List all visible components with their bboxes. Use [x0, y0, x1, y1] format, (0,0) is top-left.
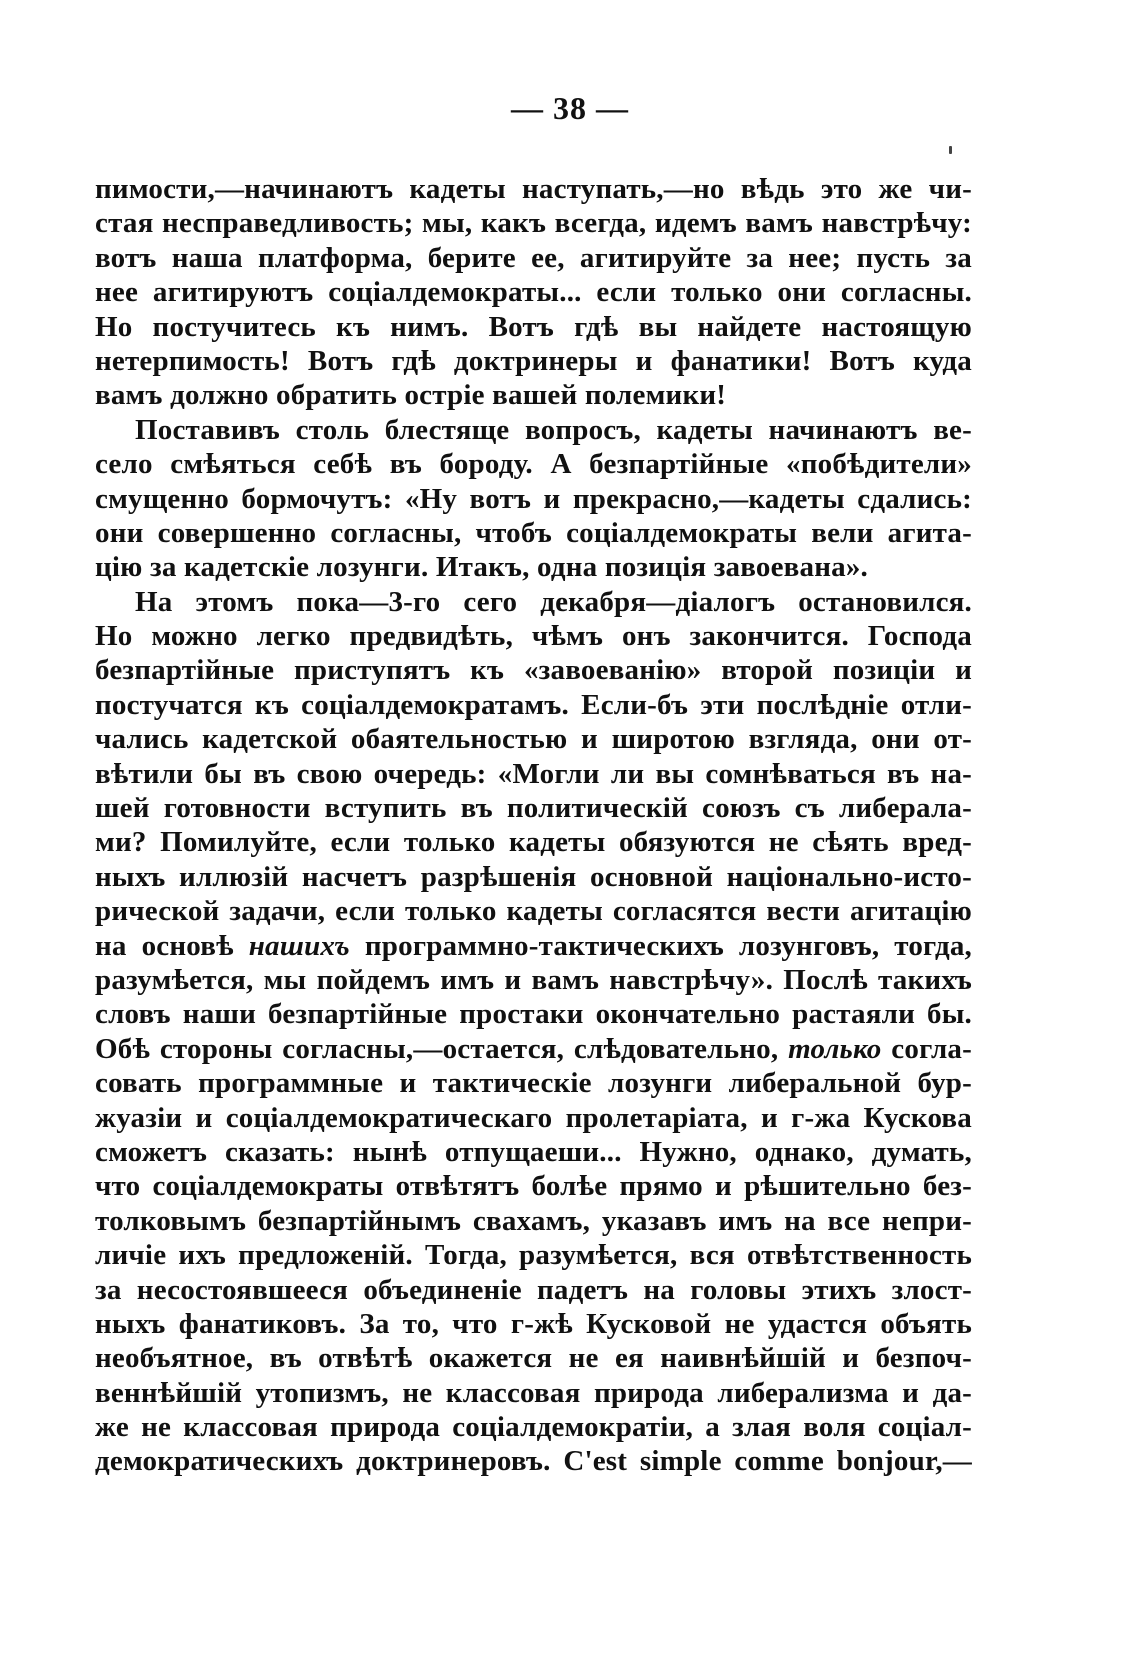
text-segment: пимости,—начинаютъ кадеты наступать,—но вѣдь это же чи- [95, 173, 972, 205]
text-segment: словъ наши безпартійные простаки окончательно растаяли бы. [95, 998, 972, 1031]
text-segment: Поставивъ столь блестяще вопросъ, кадеты начинаютъ ве- [135, 413, 972, 446]
text-line [95, 275, 972, 309]
text-segment: село смѣяться себѣ въ бороду. А безпартійные «побѣдители» [95, 448, 972, 481]
text-line [95, 482, 972, 516]
page-number: — 38 — [511, 90, 629, 126]
text-line [95, 894, 972, 928]
text-segment: они совершенно согласны, чтобъ соціалдемократы вели агита- [95, 516, 972, 549]
text-line [95, 447, 972, 481]
text-line [95, 929, 972, 963]
text-line [95, 172, 972, 206]
text-segment: шей готовности вступить въ политическій союзъ съ либерала- [95, 792, 972, 825]
text-segment: нетерпимость! Вотъ гдѣ доктринеры и фанатики! Вотъ куда [95, 344, 972, 377]
text-segment: согла- [881, 1032, 972, 1065]
text-segment: Но постучитесь къ нимъ. Вотъ гдѣ вы найдете настоящую [95, 310, 972, 343]
text-line [95, 585, 972, 619]
body-text [95, 172, 972, 1479]
text-segment: сможетъ сказать: нынѣ отпущаеши... Нужно, однако, думать, [95, 1135, 972, 1168]
text-line [95, 1135, 972, 1169]
text-line [95, 1341, 972, 1375]
text-line [95, 757, 972, 791]
ink-speck [949, 146, 952, 154]
text-segment: постучатся къ соціалдемократамъ. Если-бъ эти послѣдніе отли- [95, 688, 972, 721]
text-line [95, 1204, 972, 1238]
text-segment: на основѣ [95, 929, 249, 962]
emphasized-word: только [788, 1032, 882, 1065]
text-segment: смущенно бормочутъ: «Ну вотъ и прекрасно,—кадеты сдались: [95, 482, 972, 515]
text-line [95, 516, 972, 550]
text-line [95, 963, 972, 997]
text-line [95, 825, 972, 859]
text-line [95, 1307, 972, 1341]
text-segment: На этомъ пока—3-го сего декабря—діалогъ остановился. [135, 585, 972, 618]
text-segment: рической задачи, если только кадеты согласятся вести агитацію [95, 895, 972, 928]
text-line [95, 860, 972, 894]
text-segment: Обѣ стороны согласны,—остается, слѣдовательно, [95, 1032, 789, 1065]
text-segment: вамъ должно обратить остріе вашей полемики! [95, 379, 727, 412]
text-line [95, 1169, 972, 1203]
emphasized-word: нашихъ [248, 929, 350, 962]
text-line [95, 550, 972, 584]
text-line [95, 241, 972, 275]
text-line [95, 688, 972, 722]
text-segment: веннѣйшій утопизмъ, не классовая природа либерализма и да- [95, 1376, 972, 1409]
text-line [95, 791, 972, 825]
text-segment: же не классовая природа соціалдемократіи, а злая воля соціал- [95, 1411, 972, 1444]
text-segment: что соціалдемократы отвѣтятъ болѣе прямо и рѣшительно без- [95, 1170, 972, 1203]
text-segment: ми? Помилуйте, если только кадеты обязуются не сѣять вред- [95, 826, 972, 859]
text-segment: вѣтили бы въ свою очередь: «Могли ли вы сомнѣваться въ на- [95, 757, 972, 790]
text-line [95, 722, 972, 756]
text-line [95, 206, 972, 240]
text-segment: разумѣется, мы пойдемъ имъ и вамъ навстрѣчу». Послѣ такихъ [95, 963, 972, 996]
text-line [95, 619, 972, 653]
text-line [95, 1238, 972, 1272]
text-segment: личіе ихъ предложеній. Тогда, разумѣется, вся отвѣтственность [95, 1239, 972, 1272]
text-segment: демократическихъ доктринеровъ. C'est simple comme bonjour,— [95, 1445, 972, 1478]
text-line [95, 653, 972, 687]
text-line [95, 997, 972, 1031]
text-segment: жуазіи и соціалдемократическаго пролетаріата, и г-жа Кускова [95, 1101, 972, 1134]
text-segment: стая несправедливость; мы, какъ всегда, идемъ вамъ навстрѣчу: [95, 207, 972, 240]
text-line [95, 1101, 972, 1135]
text-line [95, 1032, 972, 1066]
text-line [95, 344, 972, 378]
text-segment: чались кадетской обаятельностью и широтою взгляда, они от- [95, 723, 972, 756]
text-line [95, 1410, 972, 1444]
text-line [95, 310, 972, 344]
text-segment: вотъ наша платформа, берите ее, агитируйте за нее; пусть за [95, 241, 972, 274]
text-line [95, 1376, 972, 1410]
text-segment: толковымъ безпартійнымъ свахамъ, указавъ имъ на все непри- [95, 1204, 972, 1237]
text-segment: необъятное, въ отвѣтѣ окажется не ея наивнѣйшій и безпоч- [95, 1342, 972, 1375]
text-line [95, 413, 972, 447]
text-segment: ныхъ иллюзій насчетъ разрѣшенія основной національно-исто- [95, 860, 972, 893]
text-line [95, 1444, 972, 1478]
text-segment: ныхъ фанатиковъ. За то, что г-жѣ Кусковой не удастся объять [95, 1307, 972, 1340]
text-segment: безпартійные приступятъ къ «завоеванію» второй позиціи и [95, 654, 972, 687]
text-segment: Но можно легко предвидѣть, чѣмъ онъ закончится. Господа [95, 620, 972, 653]
text-segment: совать программные и тактическіе лозунги либеральной бур- [95, 1067, 972, 1100]
text-line [95, 378, 972, 412]
text-line [95, 1066, 972, 1100]
text-segment: за несостоявшееся объединеніе падетъ на головы этихъ злост- [95, 1273, 972, 1306]
text-segment: программно-тактическихъ лозунговъ, тогда, [349, 929, 972, 962]
text-line [95, 1273, 972, 1307]
text-segment: цію за кадетскіе лозунги. Итакъ, одна позиція завоевана». [95, 551, 869, 584]
text-segment: нее агитируютъ соціалдемократы... если только они согласны. [95, 276, 972, 309]
